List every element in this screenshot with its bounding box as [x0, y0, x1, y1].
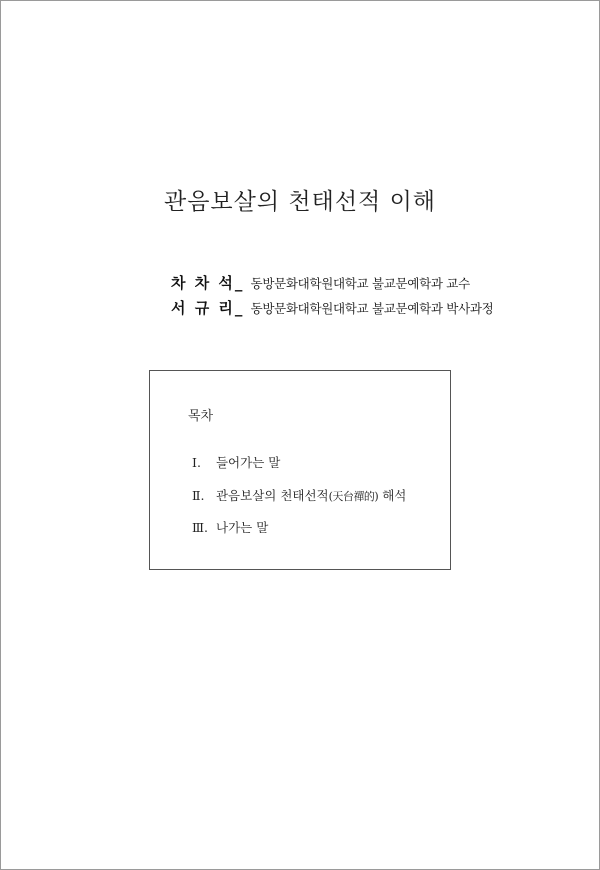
author-affiliation: 동방문화대학원대학교 불교문예학과 교수 [250, 276, 470, 291]
toc-heading: 목차 [188, 409, 214, 424]
toc-item-1 [192, 453, 280, 471]
author-affiliation: 동방문화대학원대학교 불교문예학과 박사과정 [250, 301, 494, 316]
author-line-1 [171, 272, 470, 293]
table-of-contents [149, 370, 451, 570]
toc-item-number: Ⅱ. [192, 488, 205, 503]
toc-item-hanja-note: (天台禪的) [328, 490, 379, 503]
author-separator: _ [234, 299, 243, 317]
author-name: 차 차 석 [171, 274, 235, 292]
toc-item-text: 들어가는 말 [215, 455, 281, 470]
toc-item-number: Ⅰ. [192, 455, 201, 470]
toc-item-text-suffix: 해석 [378, 488, 407, 503]
paper-title: 관음보살의 천태선적 이해 [163, 189, 437, 215]
toc-item-3 [192, 518, 268, 536]
toc-item-text: 나가는 말 [216, 520, 269, 535]
toc-item-2 [192, 486, 406, 504]
author-name: 서 규 리 [171, 299, 235, 317]
toc-item-number: Ⅲ. [192, 520, 209, 535]
author-line-2 [171, 297, 493, 318]
toc-item-text: 관음보살의 천태선적 [215, 488, 329, 503]
author-separator: _ [234, 274, 243, 292]
